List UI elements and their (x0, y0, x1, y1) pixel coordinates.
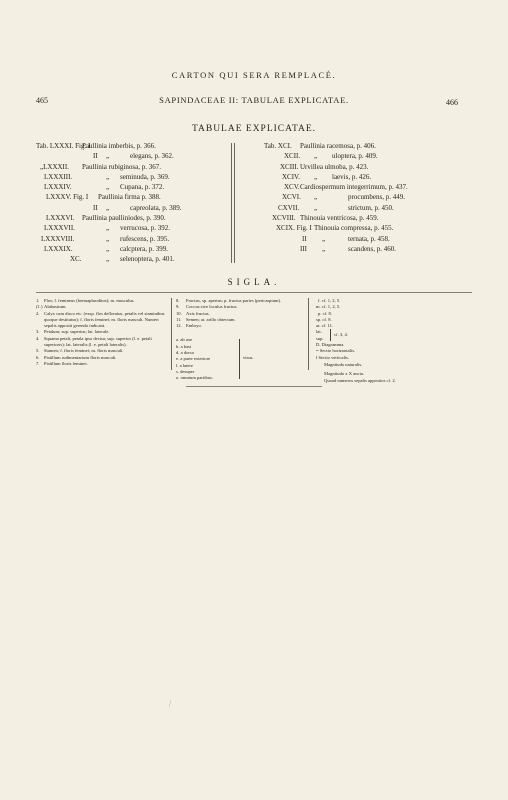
item-number: 5. (36, 348, 40, 354)
tab-number: LXXXVIII. (41, 234, 75, 243)
item-number: 8. (176, 298, 180, 303)
species-name: rufescens, p. 395. (120, 234, 170, 243)
sigla-entry: ‖ Sectio verticalis. (316, 354, 350, 360)
ditto-mark: „ (106, 172, 110, 181)
species-name: Paullinia firma p. 388. (98, 193, 161, 202)
visus-item: l. a latere (176, 362, 193, 368)
tab-number: II (93, 152, 98, 161)
tab-number: XC. (70, 255, 82, 264)
tab-number: Tab. LXXXI. Fig. I (36, 142, 91, 150)
tabulae-list-left (36, 141, 236, 265)
species-name: Paullinia imberbis, p. 366. (82, 142, 156, 150)
item-text: Calyx cum disco etc. (exsp. flos defloratus, petalis vel staminibus quoque destitutus); f. floris feminei; m. floris masculi. Numeri sepalis appositi gerendo indicant. (44, 310, 165, 329)
item-text: Pistillum floris feminei. (44, 360, 88, 366)
tab-number: LXXXV. Fig. I (46, 193, 89, 202)
tab-number: CXVII. (278, 203, 300, 212)
species-name: Paullinia paulliniodes, p. 390. (82, 214, 166, 223)
item-text: Squama petali, petala ipso decisa; sup. superior (l. e. petali superioris); lat. lateralis (l. e. petali lateralis). (44, 335, 152, 348)
list-item (264, 182, 474, 192)
tab-number: XCII. (284, 152, 301, 161)
tab-number: LXXXVI. (46, 214, 75, 223)
tabulae-list-right (264, 141, 474, 254)
spacer (176, 329, 316, 337)
sigla-entry: sup. (316, 335, 324, 341)
sigla-entry: D. Diagramma. (316, 342, 345, 348)
species-name: Paullinia racemosa, p. 406. (300, 142, 376, 150)
column-divider (234, 143, 235, 263)
list-item (264, 172, 474, 182)
sigla-entry: ar. cf. 11. (316, 323, 334, 329)
ditto-mark: „ (106, 203, 110, 212)
list-item (36, 223, 236, 233)
ditto-mark: „ (314, 203, 318, 212)
item-text: Alabastrum. (44, 304, 67, 310)
item-text: Pistillum rudimentarium floris masculi. (44, 354, 117, 360)
tab-number: XCIV. (282, 172, 300, 181)
tab-number: LXXXIX. (44, 244, 73, 253)
ditto-mark: „ (314, 172, 318, 181)
ink-mark: ⟋ (166, 699, 175, 709)
item-number: 3. (36, 329, 40, 335)
list-item (36, 244, 236, 254)
item-text: Embryo. (186, 323, 202, 329)
visus-item: e. a parte exteriore (176, 356, 211, 362)
species-name: procumbens, p. 449. (348, 193, 405, 202)
list-item (36, 254, 236, 264)
sigla-entry: sp. cf. 8. (316, 316, 332, 322)
sigla-column-3 (316, 298, 476, 384)
list-item (264, 213, 474, 223)
list-item (36, 213, 236, 223)
tab-number: II (302, 234, 307, 243)
ditto-mark: „ (106, 224, 110, 233)
list-item (264, 244, 474, 254)
species-name: verrucosa, p. 392. (120, 224, 170, 233)
visus-item: a. ab axe (176, 337, 193, 343)
list-item (264, 162, 474, 172)
item-text: Petalum; sup. superius; lat. laterale. (44, 329, 110, 335)
visus-item: b. a basi (176, 343, 192, 349)
ditto-mark: „ (106, 183, 110, 192)
species-name: Cardiospermum integerrimum, p. 437. (300, 183, 408, 192)
visus-item: s. desuper (176, 368, 195, 374)
species-name: uloptera, p. 409. (332, 152, 378, 161)
sigla-entry: lat. (316, 329, 322, 335)
list-item (264, 192, 474, 202)
sigla-entry: Magnitudo naturalis. (324, 361, 363, 367)
species-name: laevis, p. 426. (332, 172, 372, 181)
bracket-label: cf. 3, 4. (334, 332, 348, 338)
species-name: selenoptera, p. 401. (120, 255, 175, 264)
divider-rule (186, 386, 322, 387)
item-text: Coccus sive loculus fructus. (186, 304, 238, 310)
tab-number: XCVI. (282, 193, 301, 202)
item-number: 1. (36, 298, 40, 303)
item-number: 4. (36, 335, 40, 341)
ditto-mark: „ (106, 244, 110, 253)
sigla-entry: f. cf. 1, 2, 5. (318, 298, 341, 303)
item-text: Semen; ar. arillo obtectum. (186, 316, 236, 322)
divider-rule (36, 292, 472, 293)
item-number: 2. (36, 310, 40, 316)
tab-number: III (300, 244, 307, 253)
tab-number: XCVIII. (272, 214, 296, 223)
species-name: Cupana, p. 372. (120, 183, 165, 192)
sigla-entry: p. cf. 8. (318, 310, 332, 316)
visus-group (176, 337, 286, 381)
species-name: seminuda, p. 369. (120, 172, 170, 181)
visus-item: d. a dorso (176, 350, 194, 356)
species-name: Paullinia rubiginosa, p. 367. (82, 162, 161, 171)
list-item (264, 203, 474, 213)
ditto-mark: „ (106, 234, 110, 243)
visus-item: o. omnium partibus. (176, 375, 214, 381)
item-text: Axis fructus. (186, 310, 210, 316)
tab-number: LXXXVII. (44, 224, 75, 233)
brace (236, 339, 240, 379)
sigla-column-2 (176, 298, 316, 382)
sigla-entry: m. cf. 1, 2, 5. (316, 304, 341, 310)
species-name: strictum, p. 450. (348, 203, 394, 212)
bracket-group (316, 329, 476, 342)
ditto-mark: „ (322, 234, 326, 243)
list-item (36, 141, 236, 151)
column-divider (308, 298, 309, 370)
running-title: SAPINDACEAE II: TABULAE EXPLICATAE. (159, 95, 349, 105)
sigla-column-1 (36, 298, 168, 367)
ditto-mark: „ (106, 152, 110, 161)
carton-note: CARTON QUI SERA REMPLACÉ. (171, 70, 337, 80)
list-item (36, 192, 236, 202)
visus-label: visus. (243, 355, 254, 361)
sigla-entry: = Sectio horizontalis. (316, 348, 356, 354)
species-name: calcptera, p. 399. (120, 244, 169, 253)
sigla-entry: Quoad numeros sepalis appositos cf. 2. (324, 377, 396, 383)
item-number: 10. (176, 310, 182, 316)
item-number: 11. (176, 316, 182, 322)
item-number: (1.) (36, 304, 43, 310)
column-divider (231, 143, 232, 263)
list-item (36, 162, 236, 172)
item-text: Fructus, sp. apertus; p. fructus paries (pericarpium). (186, 298, 282, 303)
list-item (36, 336, 168, 349)
species-name: ternata, p. 458. (348, 234, 390, 243)
ditto-mark: „ (106, 255, 110, 264)
list-item (264, 234, 474, 244)
species-name: scandens, p. 460. (348, 244, 397, 253)
sigla-title: SIGLA. (227, 277, 281, 287)
species-name: elegans, p. 362. (130, 152, 174, 161)
item-number: 9. (176, 304, 180, 310)
list-item (36, 311, 168, 330)
item-text: Flos; f. femineus (hermaphroditus); m. masculus. (44, 298, 135, 303)
list-item (264, 223, 474, 233)
list-item (264, 151, 474, 161)
species-name: Thinouia ventricosa, p. 459. (300, 214, 379, 223)
tab-number: LXXXIV. (44, 183, 72, 192)
brace (330, 329, 331, 341)
item-number: 6. (36, 354, 40, 360)
tab-number: XCIX. Fig. I (276, 224, 312, 233)
tab-number: XCV. (284, 183, 300, 192)
list-item (36, 234, 236, 244)
species-name: Thinouia compressa, p. 455. (314, 224, 394, 233)
species-name: capreolata, p. 389. (130, 203, 182, 212)
item-number: 12. (176, 323, 182, 329)
list-item (36, 182, 236, 192)
page-number-left: 465 (36, 96, 48, 105)
list-item (36, 203, 236, 213)
page-number-right: 466 (446, 98, 458, 107)
tab-number: XCIII. (280, 162, 299, 171)
ditto-mark: „ (314, 152, 318, 161)
tab-number: Tab. XCI. (264, 142, 292, 150)
species-name: Urvillea ulmoba, p. 423. (300, 162, 369, 171)
item-text: Stamen; f. floris feminei; m. floris masculi. (44, 348, 124, 354)
tab-number: II (93, 203, 98, 212)
item-number: 7. (36, 360, 40, 366)
list-item (36, 361, 168, 367)
section-title: TABULAE EXPLICATAE. (191, 124, 317, 134)
list-item (264, 141, 474, 151)
list-item (36, 151, 236, 161)
ditto-mark: „ (314, 193, 318, 202)
sigla-entry: Magnitudo x X aucta. (324, 371, 365, 377)
tab-number: LXXXIII. (44, 172, 73, 181)
column-divider (171, 298, 172, 370)
list-item (36, 172, 236, 182)
tab-number: „LXXXII. (40, 162, 69, 171)
ditto-mark: „ (322, 244, 326, 253)
